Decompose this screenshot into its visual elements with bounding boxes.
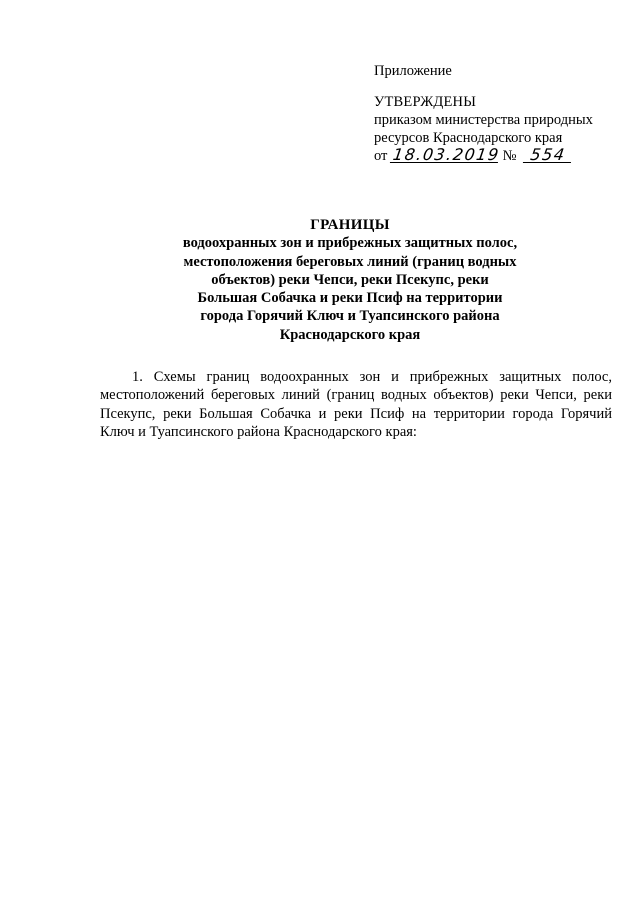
body-paragraph (100, 368, 612, 441)
paragraph-line: Ключ и Туапсинского района Краснодарского края: (100, 423, 417, 440)
document-title-block (140, 216, 560, 344)
annex-label: Приложение (374, 63, 452, 79)
title-line: местоположения береговых линий (границ водных (183, 253, 517, 270)
from-prefix: от (374, 148, 388, 164)
handwritten-number: 554 (523, 147, 573, 163)
approval-line-1: приказом министерства природных (374, 112, 593, 128)
title-line: Большая Собачка и реки Псиф на территории (197, 290, 503, 307)
paragraph-line: Псекупс, реки Большая Собачка и реки Псиф на территории города Горячий (100, 405, 612, 422)
approved-label: УТВЕРЖДЕНЫ (374, 94, 477, 110)
title-line: города Горячий Ключ и Туапсинского района (200, 308, 500, 325)
title-line: водоохранных зон и прибрежных защитных полос, (182, 235, 518, 252)
paragraph-line: местоположений береговых линий (границ водных объектов) реки Чепси, реки (100, 387, 612, 404)
handwritten-date: 18.03.2019 (391, 145, 502, 164)
approval-block (374, 62, 614, 165)
date-number-line (374, 147, 614, 165)
title-line: Краснодарского края (279, 326, 421, 343)
paragraph-line: 1. Схемы границ водоохранных зон и прибрежных защитных полос, (132, 369, 612, 385)
number-prefix: № (502, 148, 517, 164)
title-line: объектов) реки Чепси, реки Псекупс, реки (211, 271, 489, 288)
approval-line-2: ресурсов Краснодарского края (374, 130, 563, 146)
document-title: ГРАНИЦЫ (310, 217, 390, 233)
